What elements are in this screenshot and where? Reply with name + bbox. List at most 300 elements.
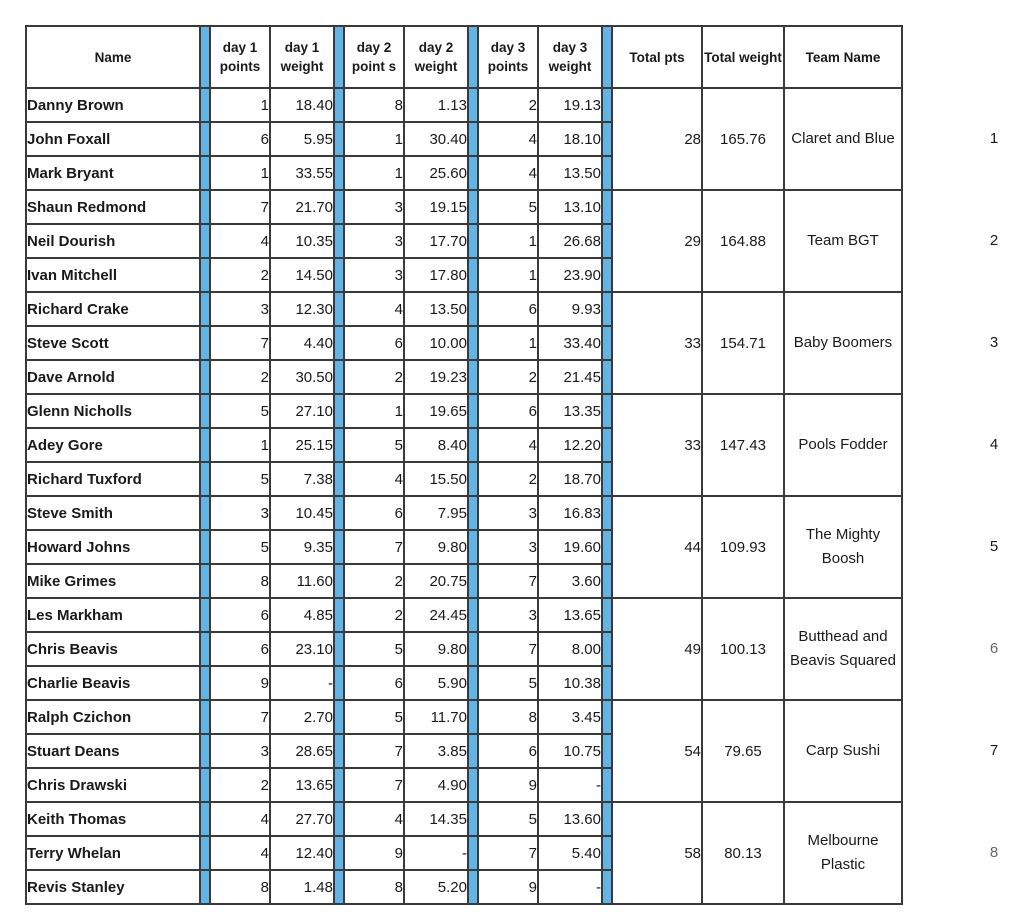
header-day3-weight: day 3 weight — [538, 26, 602, 88]
header-total-weight: Total weight — [702, 26, 784, 88]
blue-separator — [602, 598, 612, 632]
blue-separator — [334, 26, 344, 88]
day3-points: 8 — [478, 700, 538, 734]
blue-separator — [334, 326, 344, 360]
day1-weight: 10.45 — [270, 496, 334, 530]
day3-weight: 19.13 — [538, 88, 602, 122]
blue-separator — [602, 394, 612, 428]
blue-separator — [334, 802, 344, 836]
team-name: Claret and Blue — [784, 88, 902, 190]
day1-weight: 11.60 — [270, 564, 334, 598]
day3-weight: 10.38 — [538, 666, 602, 700]
day3-points: 2 — [478, 88, 538, 122]
day2-weight: 17.80 — [404, 258, 468, 292]
blue-separator — [200, 802, 210, 836]
blue-separator — [602, 190, 612, 224]
team-name: The Mighty Boosh — [784, 496, 902, 598]
angler-name: Charlie Beavis — [26, 666, 200, 700]
blue-separator — [334, 360, 344, 394]
blue-separator — [200, 224, 210, 258]
team-total-weight: 154.71 — [702, 292, 784, 394]
day2-weight: 13.50 — [404, 292, 468, 326]
day3-points: 3 — [478, 598, 538, 632]
day3-weight: 13.35 — [538, 394, 602, 428]
blue-separator — [334, 564, 344, 598]
day1-weight: 30.50 — [270, 360, 334, 394]
day1-weight: 25.15 — [270, 428, 334, 462]
day1-weight: 23.10 — [270, 632, 334, 666]
angler-name: Dave Arnold — [26, 360, 200, 394]
team-rank: 1 — [989, 130, 999, 147]
blue-separator — [200, 768, 210, 802]
blue-separator — [468, 496, 478, 530]
day1-points: 7 — [210, 190, 270, 224]
day2-weight: 5.90 — [404, 666, 468, 700]
blue-separator — [334, 734, 344, 768]
day3-weight: 8.00 — [538, 632, 602, 666]
header-name: Name — [26, 26, 200, 88]
day1-weight: 10.35 — [270, 224, 334, 258]
blue-separator — [602, 326, 612, 360]
angler-name: Revis Stanley — [26, 870, 200, 904]
day2-points: 8 — [344, 88, 404, 122]
team-total-pts: 58 — [612, 802, 702, 904]
table-row — [26, 802, 902, 836]
team-rank: 2 — [989, 232, 999, 249]
blue-separator — [200, 26, 210, 88]
blue-separator — [468, 26, 478, 88]
table-row — [26, 496, 902, 530]
blue-separator — [602, 700, 612, 734]
blue-separator — [334, 394, 344, 428]
day3-weight: 13.65 — [538, 598, 602, 632]
blue-separator — [200, 632, 210, 666]
blue-separator — [200, 156, 210, 190]
header-total-pts: Total pts — [612, 26, 702, 88]
blue-separator — [602, 768, 612, 802]
team-total-pts: 33 — [612, 292, 702, 394]
day1-points: 2 — [210, 360, 270, 394]
blue-separator — [200, 598, 210, 632]
day3-weight: 13.60 — [538, 802, 602, 836]
blue-separator — [334, 870, 344, 904]
blue-separator — [468, 122, 478, 156]
team-rank: 8 — [989, 844, 999, 861]
angler-name: Keith Thomas — [26, 802, 200, 836]
day1-points: 4 — [210, 836, 270, 870]
angler-name: Danny Brown — [26, 88, 200, 122]
team-total-weight: 80.13 — [702, 802, 784, 904]
table-row — [26, 394, 902, 428]
day2-points: 1 — [344, 394, 404, 428]
day1-weight: 14.50 — [270, 258, 334, 292]
day3-weight: 5.40 — [538, 836, 602, 870]
blue-separator — [602, 258, 612, 292]
day3-points: 1 — [478, 258, 538, 292]
team-name: Butthead and Beavis Squared — [784, 598, 902, 700]
blue-separator — [468, 326, 478, 360]
angler-name: Richard Tuxford — [26, 462, 200, 496]
header-team-name: Team Name — [784, 26, 902, 88]
angler-name: Ivan Mitchell — [26, 258, 200, 292]
team-name: Team BGT — [784, 190, 902, 292]
day3-weight: 3.45 — [538, 700, 602, 734]
angler-name: Chris Drawski — [26, 768, 200, 802]
day3-points: 1 — [478, 326, 538, 360]
blue-separator — [334, 190, 344, 224]
day3-weight: 10.75 — [538, 734, 602, 768]
day2-points: 5 — [344, 428, 404, 462]
day1-weight: 21.70 — [270, 190, 334, 224]
day3-weight: 9.93 — [538, 292, 602, 326]
blue-separator — [200, 326, 210, 360]
day3-points: 3 — [478, 496, 538, 530]
team-total-weight: 79.65 — [702, 700, 784, 802]
day1-points: 5 — [210, 394, 270, 428]
day3-points: 6 — [478, 292, 538, 326]
angler-name: Les Markham — [26, 598, 200, 632]
blue-separator — [468, 598, 478, 632]
day2-weight: 3.85 — [404, 734, 468, 768]
day1-points: 7 — [210, 700, 270, 734]
day3-weight: 13.50 — [538, 156, 602, 190]
header-day1-points: day 1 points — [210, 26, 270, 88]
day3-weight: 23.90 — [538, 258, 602, 292]
blue-separator — [200, 734, 210, 768]
blue-separator — [334, 496, 344, 530]
day1-points: 1 — [210, 88, 270, 122]
day2-weight: 9.80 — [404, 530, 468, 564]
blue-separator — [468, 462, 478, 496]
day1-points: 1 — [210, 156, 270, 190]
day1-points: 3 — [210, 734, 270, 768]
day2-points: 5 — [344, 632, 404, 666]
day2-points: 7 — [344, 530, 404, 564]
blue-separator — [200, 666, 210, 700]
day3-weight: 3.60 — [538, 564, 602, 598]
blue-separator — [468, 292, 478, 326]
blue-separator — [334, 428, 344, 462]
blue-separator — [602, 564, 612, 598]
day2-points: 7 — [344, 768, 404, 802]
day1-weight: 27.10 — [270, 394, 334, 428]
day1-points: 2 — [210, 258, 270, 292]
day1-weight: 5.95 — [270, 122, 334, 156]
angler-name: Neil Dourish — [26, 224, 200, 258]
day1-points: 9 — [210, 666, 270, 700]
day2-weight: 25.60 — [404, 156, 468, 190]
day3-points: 1 — [478, 224, 538, 258]
blue-separator — [602, 122, 612, 156]
angler-name: Adey Gore — [26, 428, 200, 462]
blue-separator — [602, 88, 612, 122]
blue-separator — [334, 666, 344, 700]
angler-name: Howard Johns — [26, 530, 200, 564]
day3-points: 7 — [478, 836, 538, 870]
blue-separator — [200, 122, 210, 156]
day3-weight: 12.20 — [538, 428, 602, 462]
blue-separator — [200, 564, 210, 598]
team-total-pts: 54 — [612, 700, 702, 802]
team-total-pts: 49 — [612, 598, 702, 700]
day2-points: 4 — [344, 462, 404, 496]
team-total-weight: 165.76 — [702, 88, 784, 190]
day3-points: 4 — [478, 156, 538, 190]
day1-weight: - — [270, 666, 334, 700]
day1-weight: 12.30 — [270, 292, 334, 326]
blue-separator — [334, 292, 344, 326]
day2-weight: 8.40 — [404, 428, 468, 462]
blue-separator — [334, 530, 344, 564]
angler-name: Steve Scott — [26, 326, 200, 360]
day2-points: 6 — [344, 326, 404, 360]
day3-points: 5 — [478, 666, 538, 700]
blue-separator — [334, 598, 344, 632]
day2-weight: 15.50 — [404, 462, 468, 496]
day2-points: 2 — [344, 564, 404, 598]
day2-points: 1 — [344, 156, 404, 190]
blue-separator — [468, 428, 478, 462]
blue-separator — [200, 292, 210, 326]
day3-points: 3 — [478, 530, 538, 564]
blue-separator — [602, 632, 612, 666]
results-table — [25, 25, 903, 905]
day1-points: 8 — [210, 870, 270, 904]
team-rank: 6 — [989, 640, 999, 657]
blue-separator — [468, 666, 478, 700]
day1-points: 5 — [210, 462, 270, 496]
day3-weight: 19.60 — [538, 530, 602, 564]
header-day1-weight: day 1 weight — [270, 26, 334, 88]
day3-weight: 18.10 — [538, 122, 602, 156]
blue-separator — [200, 394, 210, 428]
blue-separator — [468, 224, 478, 258]
day2-points: 9 — [344, 836, 404, 870]
day2-points: 3 — [344, 258, 404, 292]
day3-weight: - — [538, 768, 602, 802]
day1-points: 3 — [210, 292, 270, 326]
table-row — [26, 190, 902, 224]
blue-separator — [468, 564, 478, 598]
day1-weight: 27.70 — [270, 802, 334, 836]
team-total-pts: 44 — [612, 496, 702, 598]
blue-separator — [334, 88, 344, 122]
day3-points: 7 — [478, 564, 538, 598]
angler-name: Steve Smith — [26, 496, 200, 530]
day2-weight: 10.00 — [404, 326, 468, 360]
blue-separator — [334, 156, 344, 190]
day3-weight: 26.68 — [538, 224, 602, 258]
angler-name: John Foxall — [26, 122, 200, 156]
angler-name: Richard Crake — [26, 292, 200, 326]
blue-separator — [334, 700, 344, 734]
day1-points: 7 — [210, 326, 270, 360]
blue-separator — [468, 836, 478, 870]
team-rank: 5 — [989, 538, 999, 555]
day2-points: 4 — [344, 802, 404, 836]
day1-weight: 7.38 — [270, 462, 334, 496]
day2-points: 3 — [344, 190, 404, 224]
table-row — [26, 598, 902, 632]
day1-weight: 18.40 — [270, 88, 334, 122]
day3-points: 6 — [478, 734, 538, 768]
day1-weight: 4.85 — [270, 598, 334, 632]
day1-weight: 12.40 — [270, 836, 334, 870]
day3-weight: 13.10 — [538, 190, 602, 224]
day3-weight: 33.40 — [538, 326, 602, 360]
blue-separator — [468, 768, 478, 802]
blue-separator — [602, 360, 612, 394]
day3-points: 5 — [478, 190, 538, 224]
day1-points: 1 — [210, 428, 270, 462]
team-total-weight: 164.88 — [702, 190, 784, 292]
day3-points: 7 — [478, 632, 538, 666]
blue-separator — [200, 88, 210, 122]
blue-separator — [602, 26, 612, 88]
day2-points: 6 — [344, 496, 404, 530]
table-row — [26, 700, 902, 734]
day2-weight: 7.95 — [404, 496, 468, 530]
blue-separator — [468, 700, 478, 734]
blue-separator — [200, 462, 210, 496]
blue-separator — [468, 88, 478, 122]
day2-weight: 19.65 — [404, 394, 468, 428]
blue-separator — [602, 836, 612, 870]
blue-separator — [468, 870, 478, 904]
day1-weight: 2.70 — [270, 700, 334, 734]
day3-points: 9 — [478, 870, 538, 904]
blue-separator — [602, 870, 612, 904]
blue-separator — [468, 530, 478, 564]
blue-separator — [334, 122, 344, 156]
blue-separator — [334, 258, 344, 292]
blue-separator — [334, 632, 344, 666]
table-row — [26, 88, 902, 122]
angler-name: Stuart Deans — [26, 734, 200, 768]
day2-points: 1 — [344, 122, 404, 156]
blue-separator — [200, 428, 210, 462]
day2-points: 2 — [344, 360, 404, 394]
day3-weight: 16.83 — [538, 496, 602, 530]
day2-weight: 9.80 — [404, 632, 468, 666]
team-rank: 7 — [989, 742, 999, 759]
day1-points: 6 — [210, 632, 270, 666]
day1-weight: 13.65 — [270, 768, 334, 802]
angler-name: Mike Grimes — [26, 564, 200, 598]
angler-name: Mark Bryant — [26, 156, 200, 190]
day2-weight: 5.20 — [404, 870, 468, 904]
day3-points: 6 — [478, 394, 538, 428]
day3-points: 5 — [478, 802, 538, 836]
team-total-pts: 28 — [612, 88, 702, 190]
day2-points: 4 — [344, 292, 404, 326]
day1-points: 6 — [210, 598, 270, 632]
blue-separator — [200, 190, 210, 224]
day1-weight: 1.48 — [270, 870, 334, 904]
day2-points: 6 — [344, 666, 404, 700]
team-total-weight: 100.13 — [702, 598, 784, 700]
blue-separator — [200, 258, 210, 292]
day2-weight: 30.40 — [404, 122, 468, 156]
results-body — [26, 88, 902, 904]
table-row — [26, 292, 902, 326]
blue-separator — [468, 632, 478, 666]
blue-separator — [602, 292, 612, 326]
blue-separator — [200, 530, 210, 564]
angler-name: Glenn Nicholls — [26, 394, 200, 428]
day1-points: 4 — [210, 802, 270, 836]
blue-separator — [200, 700, 210, 734]
team-total-pts: 33 — [612, 394, 702, 496]
blue-separator — [468, 734, 478, 768]
day2-points: 2 — [344, 598, 404, 632]
team-total-pts: 29 — [612, 190, 702, 292]
day2-weight: 1.13 — [404, 88, 468, 122]
day1-points: 8 — [210, 564, 270, 598]
day3-points: 9 — [478, 768, 538, 802]
team-total-weight: 147.43 — [702, 394, 784, 496]
day2-weight: 19.23 — [404, 360, 468, 394]
day2-points: 8 — [344, 870, 404, 904]
blue-separator — [200, 870, 210, 904]
team-rank: 3 — [989, 334, 999, 351]
blue-separator — [200, 496, 210, 530]
day2-weight: 11.70 — [404, 700, 468, 734]
blue-separator — [602, 496, 612, 530]
angler-name: Shaun Redmond — [26, 190, 200, 224]
header-day2-points: day 2 point s — [344, 26, 404, 88]
blue-separator — [602, 156, 612, 190]
team-name: Melbourne Plastic — [784, 802, 902, 904]
blue-separator — [468, 360, 478, 394]
day1-points: 6 — [210, 122, 270, 156]
blue-separator — [200, 836, 210, 870]
blue-separator — [602, 530, 612, 564]
blue-separator — [334, 462, 344, 496]
day3-weight: - — [538, 870, 602, 904]
day1-weight: 33.55 — [270, 156, 334, 190]
day2-weight: - — [404, 836, 468, 870]
blue-separator — [468, 156, 478, 190]
blue-separator — [602, 734, 612, 768]
day1-weight: 28.65 — [270, 734, 334, 768]
day1-weight: 9.35 — [270, 530, 334, 564]
team-rank: 4 — [989, 436, 999, 453]
angler-name: Chris Beavis — [26, 632, 200, 666]
day2-weight: 17.70 — [404, 224, 468, 258]
day3-weight: 18.70 — [538, 462, 602, 496]
team-name: Carp Sushi — [784, 700, 902, 802]
angler-name: Terry Whelan — [26, 836, 200, 870]
day3-points: 2 — [478, 360, 538, 394]
blue-separator — [334, 836, 344, 870]
blue-separator — [200, 360, 210, 394]
day3-points: 4 — [478, 122, 538, 156]
day2-weight: 19.15 — [404, 190, 468, 224]
team-name: Baby Boomers — [784, 292, 902, 394]
day2-weight: 24.45 — [404, 598, 468, 632]
blue-separator — [602, 462, 612, 496]
blue-separator — [334, 224, 344, 258]
day3-weight: 21.45 — [538, 360, 602, 394]
header-day2-weight: day 2 weight — [404, 26, 468, 88]
blue-separator — [468, 802, 478, 836]
day2-weight: 14.35 — [404, 802, 468, 836]
team-total-weight: 109.93 — [702, 496, 784, 598]
day1-points: 3 — [210, 496, 270, 530]
angler-name: Ralph Czichon — [26, 700, 200, 734]
blue-separator — [468, 190, 478, 224]
